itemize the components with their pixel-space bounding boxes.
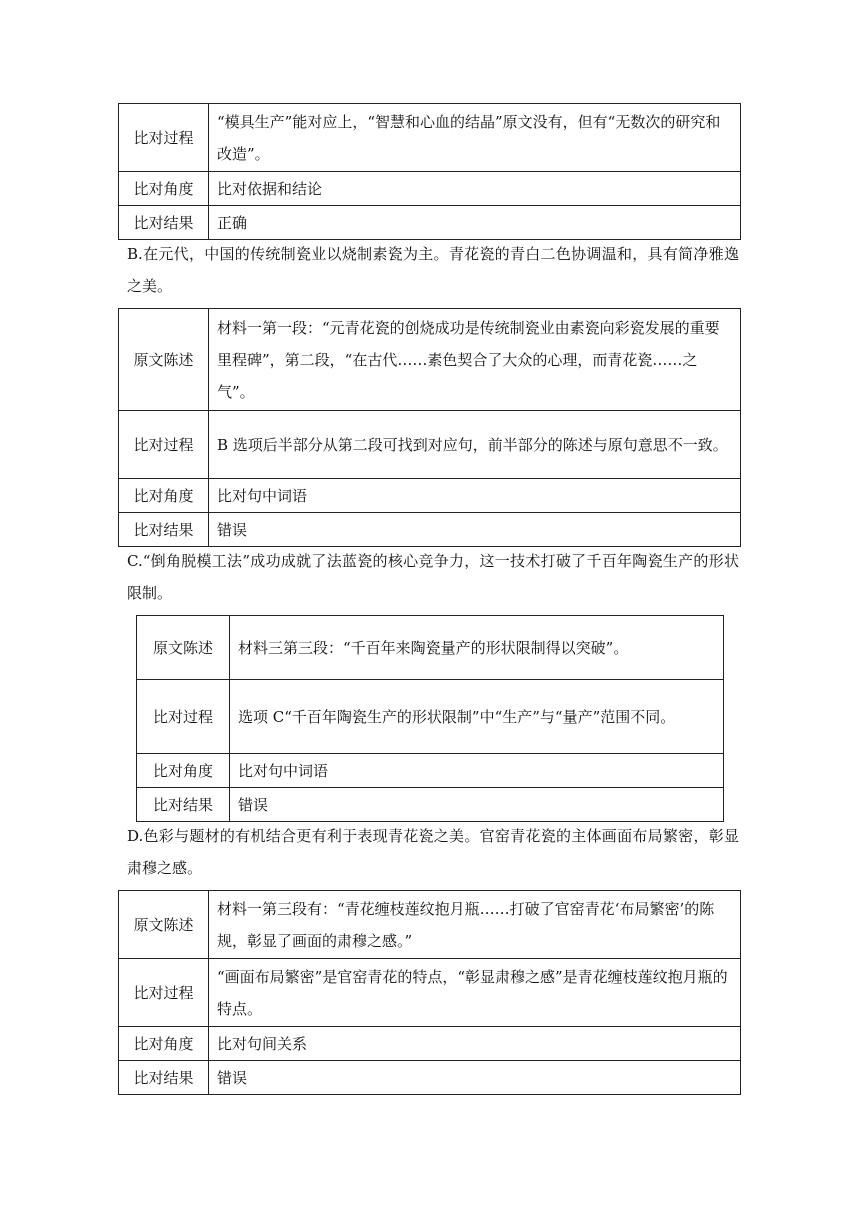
row-value: 错误: [209, 1061, 741, 1095]
row-value: “画面布局繁密”是官窑青花的特点，“彰显肃穆之感”是青花缠枝莲纹抱月瓶的特点。: [209, 959, 741, 1027]
row-value: 材料三第三段：“千百年来陶瓷量产的形状限制得以突破”。: [230, 616, 724, 680]
table-row: [119, 891, 741, 959]
row-label: 比对角度: [119, 479, 209, 513]
table-row: [137, 680, 724, 754]
row-value: “模具生产”能对应上，“智慧和心血的结晶”原文没有，但有“无数次的研究和改造”。: [209, 104, 741, 172]
row-label: 比对结果: [119, 1061, 209, 1095]
row-label: 比对过程: [119, 104, 209, 172]
row-label: 比对角度: [119, 172, 209, 206]
option-d-text: D.色彩与题材的有机结合更有利于表现青花瓷之美。官窑青花瓷的主体画面布局繁密，彰显肃穆之感。: [127, 827, 739, 877]
row-value: 比对依据和结论: [209, 172, 741, 206]
comparison-table-b: [118, 308, 741, 547]
row-value: 比对句中词语: [209, 479, 741, 513]
row-label: 比对角度: [119, 1027, 209, 1061]
table-row: [119, 479, 741, 513]
comparison-table-d: [118, 890, 741, 1095]
table-row: [119, 959, 741, 1027]
row-value: 材料一第三段有：“青花缠枝莲纹抱月瓶……打破了官窑青花‘布局繁密’的陈规，彰显了画面的肃穆之感。”: [209, 891, 741, 959]
option-c-text: C.“倒角脱模工法”成功成就了法蓝瓷的核心竞争力，这一技术打破了千百年陶瓷生产的形状限制。: [127, 552, 739, 602]
row-label: 比对结果: [119, 206, 209, 240]
table-row: [137, 754, 724, 788]
row-label: 比对过程: [137, 680, 230, 754]
row-label: 比对过程: [119, 959, 209, 1027]
row-value: 选项 C“千百年陶瓷生产的形状限制”中“生产”与“量产”范围不同。: [230, 680, 724, 754]
row-value: B 选项后半部分从第二段可找到对应句，前半部分的陈述与原句意思不一致。: [209, 411, 741, 479]
row-label: 比对角度: [137, 754, 230, 788]
table-row: [119, 1027, 741, 1061]
row-label: 比对结果: [119, 513, 209, 547]
table-row: [119, 309, 741, 411]
row-value: 材料一第一段：“元青花瓷的创烧成功是传统制瓷业由素瓷向彩瓷发展的重要里程碑”，第二段，“在古代……素色契合了大众的心理，而青花瓷……之气”。: [209, 309, 741, 411]
row-label: 原文陈述: [137, 616, 230, 680]
table-row: [119, 513, 741, 547]
table-row: [119, 104, 741, 172]
row-value: 正确: [209, 206, 741, 240]
row-label: 比对结果: [137, 788, 230, 822]
table-row: [137, 616, 724, 680]
table-row: [119, 172, 741, 206]
row-label: 原文陈述: [119, 309, 209, 411]
row-value: 比对句间关系: [209, 1027, 741, 1061]
row-value: 比对句中词语: [230, 754, 724, 788]
table-row: [119, 411, 741, 479]
row-value: 错误: [230, 788, 724, 822]
option-b-text: B.在元代，中国的传统制瓷业以烧制素瓷为主。青花瓷的青白二色协调温和，具有简净雅逸之美。: [127, 245, 739, 295]
comparison-table-a: [118, 103, 741, 240]
table-row: [119, 206, 741, 240]
row-value: 错误: [209, 513, 741, 547]
table-row: [119, 1061, 741, 1095]
row-label: 原文陈述: [119, 891, 209, 959]
comparison-table-c: [136, 615, 724, 822]
row-label: 比对过程: [119, 411, 209, 479]
table-row: [137, 788, 724, 822]
